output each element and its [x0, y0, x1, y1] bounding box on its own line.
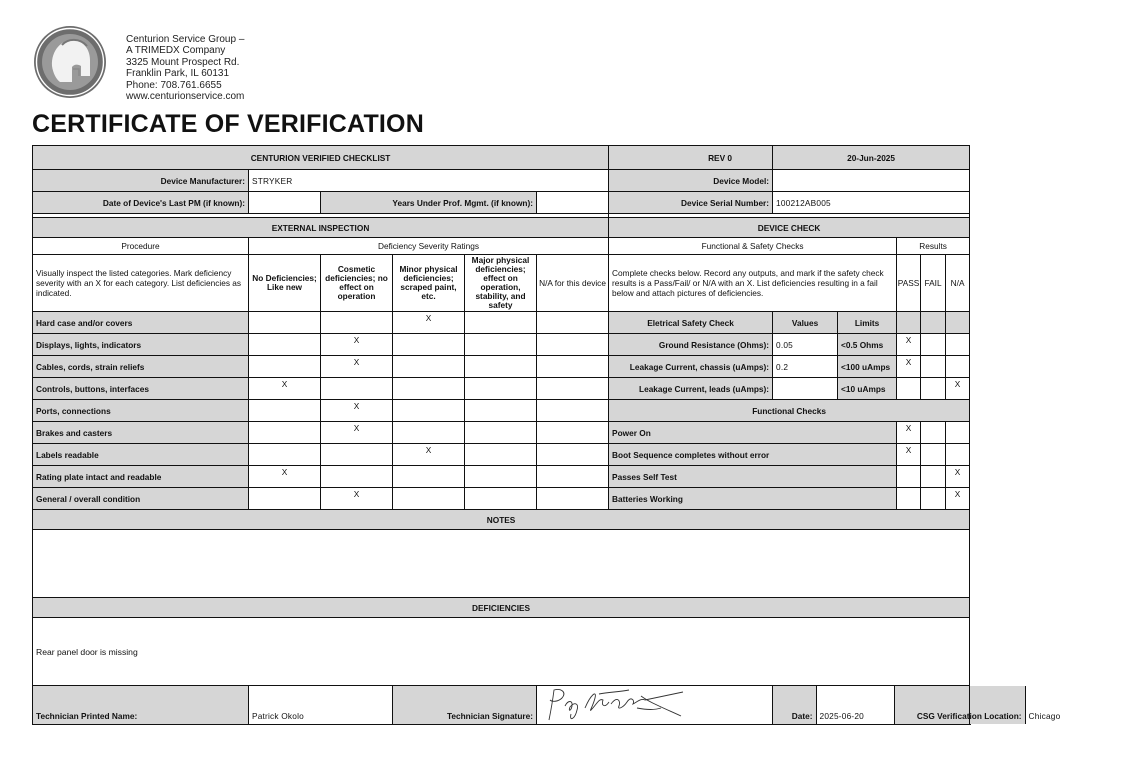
inspection-mark[interactable]: X — [321, 400, 393, 422]
rating-cosmetic: Cosmetic deficiencies; no effect on operation — [321, 255, 393, 312]
inspection-label: Ports, connections — [33, 400, 249, 422]
result-pass-header: PASS — [897, 255, 921, 312]
checklist-label: CENTURION VERIFIED CHECKLIST — [33, 146, 609, 170]
inspection-mark[interactable] — [249, 488, 321, 510]
electrical-check-label: Leakage Current, leads (uAmps): — [609, 378, 773, 400]
inspection-mark[interactable] — [249, 334, 321, 356]
header-date: 20-Jun-2025 — [773, 146, 970, 170]
result-fail-mark[interactable] — [921, 356, 946, 378]
result-pass-mark[interactable] — [897, 378, 921, 400]
rating-na: N/A for this device — [537, 255, 609, 312]
inspection-mark[interactable] — [249, 356, 321, 378]
company-phone: Phone: 708.761.6655 — [126, 79, 222, 91]
rating-major: Major physical deficiencies; effect on operation, stability, and safety — [465, 255, 537, 312]
inspection-mark[interactable] — [321, 312, 393, 334]
electrical-safety-label: Eletrical Safety Check — [609, 312, 773, 334]
inspection-mark[interactable] — [537, 334, 609, 356]
company-info — [126, 34, 244, 102]
notes-field[interactable] — [33, 530, 970, 598]
table-row — [33, 378, 970, 400]
model-field[interactable] — [773, 170, 970, 192]
result-fail-mark[interactable] — [921, 466, 946, 488]
functional-check-label: Power On — [609, 422, 897, 444]
inspection-mark[interactable]: X — [321, 334, 393, 356]
spartan-helmet-icon — [32, 24, 108, 100]
pm-serial-row — [33, 192, 970, 214]
deficiencies-header-row — [33, 598, 970, 618]
inspection-mark[interactable] — [537, 422, 609, 444]
electrical-limit: <100 uAmps — [838, 356, 897, 378]
result-na-mark[interactable] — [946, 422, 970, 444]
electrical-value[interactable]: 0.2 — [773, 356, 838, 378]
company-subtitle: A TRIMEDX Company — [126, 45, 226, 57]
company-city: Franklin Park, IL 60131 — [126, 68, 230, 80]
notes-row — [33, 530, 970, 598]
inspection-mark[interactable]: X — [393, 312, 465, 334]
inspection-mark[interactable] — [393, 422, 465, 444]
result-fail-mark[interactable] — [921, 488, 946, 510]
model-label: Device Model: — [609, 170, 773, 192]
limits-label: Limits — [838, 312, 897, 334]
table-row — [33, 444, 970, 466]
external-instructions: Visually inspect the listed categories. Mark deficiency severity with an X for each category. List deficiencies as indicated. — [33, 255, 249, 312]
inspection-mark[interactable] — [393, 356, 465, 378]
result-blank — [946, 312, 970, 334]
electrical-check-label: Leakage Current, chassis (uAmps): — [609, 356, 773, 378]
result-na-mark[interactable] — [946, 444, 970, 466]
result-pass-mark[interactable]: X — [897, 356, 921, 378]
years-field[interactable] — [537, 192, 609, 214]
inspection-label: Displays, lights, indicators — [33, 334, 249, 356]
footer-date-location — [773, 686, 1132, 724]
deficiencies-field[interactable]: Rear panel door is missing — [33, 618, 970, 686]
result-fail-mark[interactable] — [921, 378, 946, 400]
deficiencies-label: DEFICIENCIES — [33, 598, 970, 618]
result-na-mark[interactable] — [946, 334, 970, 356]
footer-row — [33, 686, 970, 725]
inspection-mark[interactable] — [321, 466, 393, 488]
inspection-mark[interactable] — [465, 422, 537, 444]
table-row — [33, 356, 970, 378]
last-pm-label: Date of Device's Last PM (if known): — [33, 192, 249, 214]
device-check-instructions: Complete checks below. Record any outputs, and mark if the safety check results is a Pass/Fail/ or N/A with an X. List deficiencies resulting in a fail below and attach pictures of deficiencies. — [609, 255, 897, 312]
table-row — [33, 466, 970, 488]
inspection-label: Rating plate intact and readable — [33, 466, 249, 488]
external-inspection-title: EXTERNAL INSPECTION — [33, 218, 609, 238]
result-fail-mark[interactable] — [921, 334, 946, 356]
electrical-limit: <10 uAmps — [838, 378, 897, 400]
inspection-label: Hard case and/or covers — [33, 312, 249, 334]
electrical-limit: <0.5 Ohms — [838, 334, 897, 356]
inspection-label: Cables, cords, strain reliefs — [33, 356, 249, 378]
header-row — [33, 146, 970, 170]
inspection-mark[interactable] — [537, 488, 609, 510]
handwritten-signature — [537, 686, 687, 724]
inspection-mark[interactable]: X — [249, 466, 321, 488]
instructions-row — [33, 255, 970, 312]
inspection-mark[interactable] — [465, 466, 537, 488]
inspection-mark[interactable] — [393, 334, 465, 356]
result-fail-mark[interactable] — [921, 444, 946, 466]
functional-checks-label: Functional Checks — [609, 400, 970, 422]
inspection-mark[interactable] — [249, 444, 321, 466]
result-fail-mark[interactable] — [921, 422, 946, 444]
table-row — [33, 400, 970, 422]
functional-check-label: Passes Self Test — [609, 466, 897, 488]
inspection-mark[interactable] — [393, 400, 465, 422]
footer-left — [33, 686, 249, 725]
technician-signature-label: Technician Signature: — [393, 686, 537, 725]
inspection-mark[interactable]: X — [393, 444, 465, 466]
table-row — [33, 488, 970, 510]
technician-name-field[interactable]: Patrick Okolo — [249, 686, 393, 725]
footer-right — [773, 686, 1061, 725]
page-title: CERTIFICATE OF VERIFICATION — [32, 110, 424, 138]
inspection-mark[interactable] — [321, 444, 393, 466]
subheaders-row — [33, 238, 970, 255]
manufacturer-row — [33, 170, 970, 192]
electrical-check-label: Ground Resistance (Ohms): — [609, 334, 773, 356]
inspection-mark[interactable] — [249, 422, 321, 444]
inspection-mark[interactable] — [537, 312, 609, 334]
inspection-mark[interactable]: X — [249, 378, 321, 400]
inspection-mark[interactable] — [537, 466, 609, 488]
company-street: 3325 Mount Prospect Rd. — [126, 56, 240, 68]
notes-label: NOTES — [33, 510, 970, 530]
location-label: CSG Verification Location: — [894, 686, 1025, 724]
serial-label: Device Serial Number: — [609, 192, 773, 214]
inspection-mark[interactable]: X — [321, 422, 393, 444]
technician-name-label: Technician Printed Name: — [36, 711, 138, 721]
manufacturer-label: Device Manufacturer: — [33, 170, 249, 192]
location-field[interactable]: Chicago — [1025, 686, 1132, 724]
functional-check-label: Boot Sequence completes without error — [609, 444, 897, 466]
result-fail-header: FAIL — [921, 255, 946, 312]
inspection-label: Controls, buttons, interfaces — [33, 378, 249, 400]
date-field[interactable]: 2025-06-20 — [816, 686, 894, 724]
technician-signature-field[interactable] — [537, 686, 773, 725]
functional-safety-label: Functional & Safety Checks — [609, 238, 897, 255]
company-name: Centurion Service Group – — [126, 34, 245, 45]
inspection-mark[interactable] — [465, 312, 537, 334]
result-na-header: N/A — [946, 255, 970, 312]
result-blank — [921, 312, 946, 334]
values-label: Values — [773, 312, 838, 334]
result-na-mark[interactable] — [946, 356, 970, 378]
inspection-mark[interactable] — [249, 312, 321, 334]
inspection-mark[interactable] — [393, 488, 465, 510]
result-pass-mark[interactable]: X — [897, 334, 921, 356]
table-row — [33, 334, 970, 356]
inspection-label: Labels readable — [33, 444, 249, 466]
rating-no-deficiencies: No Deficiencies; Like new — [249, 255, 321, 312]
years-label: Years Under Prof. Mgmt. (if known): — [321, 192, 537, 214]
inspection-mark[interactable] — [537, 400, 609, 422]
deficiencies-row — [33, 618, 970, 686]
serial-field[interactable]: 100212AB005 — [773, 192, 970, 214]
results-label: Results — [897, 238, 970, 255]
inspection-mark[interactable] — [465, 400, 537, 422]
inspection-mark[interactable]: X — [321, 356, 393, 378]
electrical-value[interactable]: 0.05 — [773, 334, 838, 356]
verification-form — [32, 145, 1061, 725]
inspection-mark[interactable] — [465, 334, 537, 356]
inspection-mark[interactable]: X — [321, 488, 393, 510]
inspection-mark[interactable] — [465, 356, 537, 378]
result-na-mark[interactable]: X — [946, 466, 970, 488]
inspection-mark[interactable] — [249, 400, 321, 422]
inspection-mark[interactable] — [321, 378, 393, 400]
last-pm-field[interactable] — [249, 192, 321, 214]
device-check-title: DEVICE CHECK — [609, 218, 970, 238]
inspection-mark[interactable] — [537, 378, 609, 400]
inspection-mark[interactable] — [393, 378, 465, 400]
table-row — [33, 312, 970, 334]
severity-ratings-label: Deficiency Severity Ratings — [249, 238, 609, 255]
inspection-label: General / overall condition — [33, 488, 249, 510]
result-pass-mark[interactable] — [897, 488, 921, 510]
result-pass-mark[interactable]: X — [897, 444, 921, 466]
result-pass-mark[interactable]: X — [897, 422, 921, 444]
company-website: www.centurionservice.com — [126, 91, 245, 103]
date-label: Date: — [773, 686, 816, 724]
inspection-mark[interactable] — [465, 488, 537, 510]
functional-check-label: Batteries Working — [609, 488, 897, 510]
electrical-value[interactable] — [773, 378, 838, 400]
result-na-mark[interactable]: X — [946, 378, 970, 400]
result-blank — [897, 312, 921, 334]
result-pass-mark[interactable] — [897, 466, 921, 488]
inspection-mark[interactable] — [465, 444, 537, 466]
inspection-label: Brakes and casters — [33, 422, 249, 444]
inspection-mark[interactable] — [465, 378, 537, 400]
manufacturer-field[interactable]: STRYKER — [249, 170, 609, 192]
procedure-label: Procedure — [33, 238, 249, 255]
section-titles-row — [33, 218, 970, 238]
revision: REV 0 — [609, 146, 773, 170]
rating-minor: Minor physical deficiencies; scraped paint, etc. — [393, 255, 465, 312]
inspection-mark[interactable] — [537, 356, 609, 378]
inspection-mark[interactable] — [393, 466, 465, 488]
notes-header-row — [33, 510, 970, 530]
inspection-mark[interactable] — [537, 444, 609, 466]
table-row — [33, 422, 970, 444]
result-na-mark[interactable]: X — [946, 488, 970, 510]
